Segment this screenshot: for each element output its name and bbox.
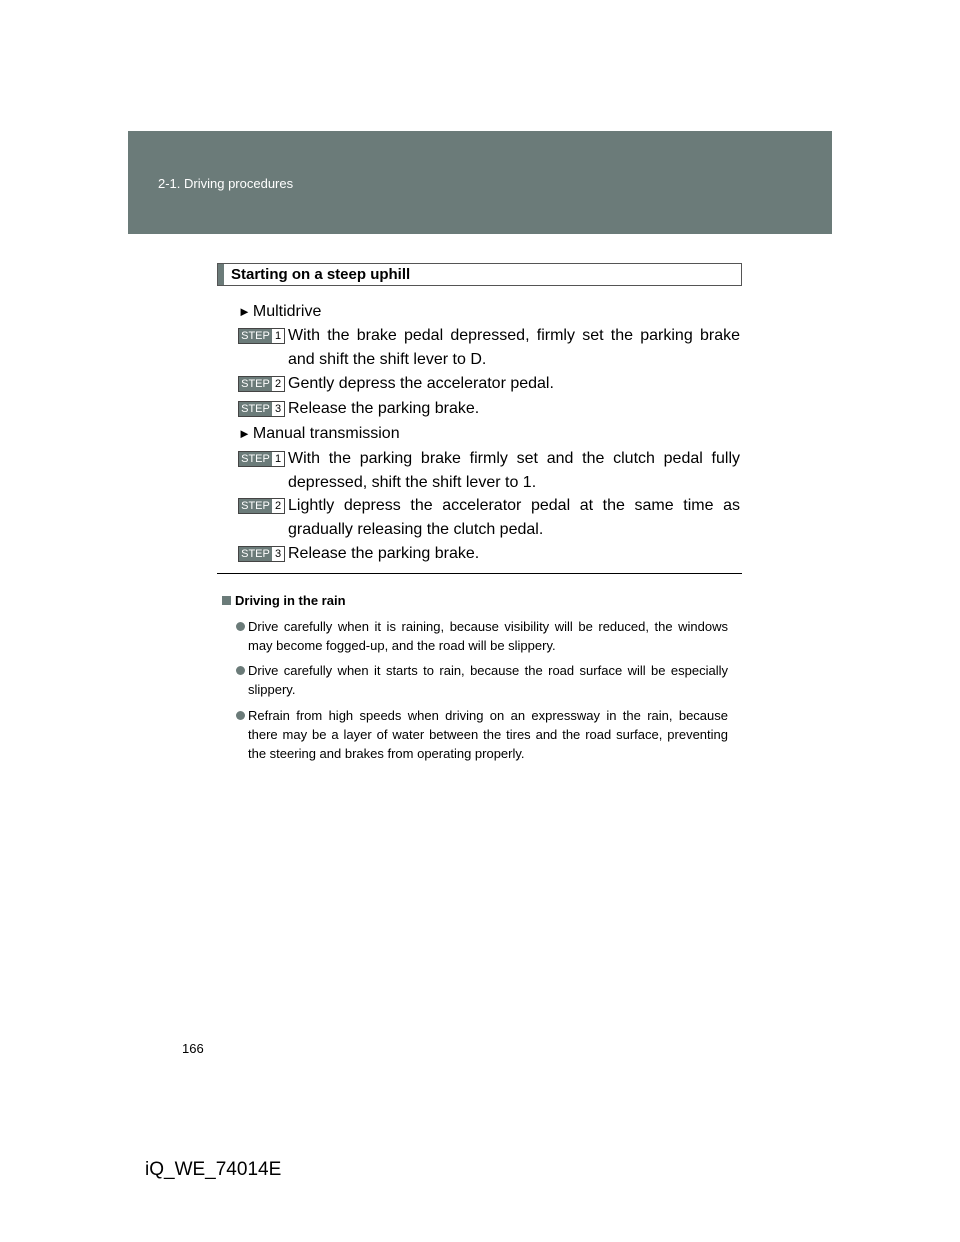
document-code: iQ_WE_74014E <box>145 1159 282 1180</box>
note-bullet <box>236 706 728 763</box>
header-band <box>128 131 832 234</box>
circle-bullet-icon <box>236 622 245 631</box>
step-text: With the parking brake firmly set and the clutch pedal fully depressed, shift the shift lever to 1. <box>288 450 740 491</box>
step-badge <box>238 376 285 392</box>
step-badge <box>238 546 285 562</box>
step-text: Lightly depress the accelerator pedal at the same time as gradually releasing the clutch pedal. <box>288 497 740 538</box>
note-title: Driving in the rain <box>222 593 346 608</box>
note-bullet-text: Drive carefully when it is raining, because visibility will be reduced, the windows may become fogged-up, and the road will be slippery. <box>248 619 728 653</box>
section-title: Starting on a steep uphill <box>231 266 411 283</box>
circle-bullet-icon <box>236 666 245 675</box>
square-bullet-icon <box>222 596 231 605</box>
step-text: Release the parking brake. <box>288 400 480 417</box>
triangle-right-icon: ► <box>238 426 251 441</box>
step-badge-word: STEP <box>239 499 272 513</box>
step-text: Release the parking brake. <box>288 545 480 562</box>
note-bullet-text: Refrain from high speeds when driving on an expressway in the rain, because there may be a layer of water between the tires and the road surface, preventing the steering and brakes from operating properly. <box>248 708 728 761</box>
step-item <box>238 372 740 396</box>
section-heading <box>217 263 742 286</box>
step-badge-word: STEP <box>239 329 272 343</box>
step-badge-word: STEP <box>239 547 272 561</box>
heading-accent <box>218 264 224 285</box>
step-badge-word: STEP <box>239 452 272 466</box>
step-item <box>238 494 740 542</box>
page-number: 166 <box>182 1041 204 1056</box>
procedure-label-manual: ► Manual transmission <box>238 425 400 442</box>
step-text: With the brake pedal depressed, firmly set the parking brake and shift the shift lever to D. <box>288 327 740 368</box>
step-item <box>238 542 740 566</box>
step-badge <box>238 401 285 417</box>
step-badge-number: 3 <box>272 547 284 561</box>
section-divider <box>217 573 742 574</box>
step-badge-number: 1 <box>272 452 284 466</box>
step-badge-number: 1 <box>272 329 284 343</box>
step-badge-word: STEP <box>239 402 272 416</box>
step-badge-number: 2 <box>272 499 284 513</box>
step-badge-word: STEP <box>239 377 272 391</box>
step-item <box>238 447 740 495</box>
procedure-label-multidrive: ► Multidrive <box>238 303 322 320</box>
note-bullet-text: Drive carefully when it starts to rain, because the road surface will be especially slippery. <box>248 663 728 697</box>
step-badge <box>238 328 285 344</box>
step-item <box>238 324 740 372</box>
note-bullet <box>236 617 728 655</box>
step-item <box>238 397 740 421</box>
step-text: Gently depress the accelerator pedal. <box>288 375 554 392</box>
step-badge <box>238 451 285 467</box>
step-badge-number: 2 <box>272 377 284 391</box>
section-label: 2-1. Driving procedures <box>158 176 294 191</box>
step-badge <box>238 498 285 514</box>
step-badge-number: 3 <box>272 402 284 416</box>
note-bullet <box>236 661 728 699</box>
circle-bullet-icon <box>236 711 245 720</box>
triangle-right-icon: ► <box>238 304 251 319</box>
